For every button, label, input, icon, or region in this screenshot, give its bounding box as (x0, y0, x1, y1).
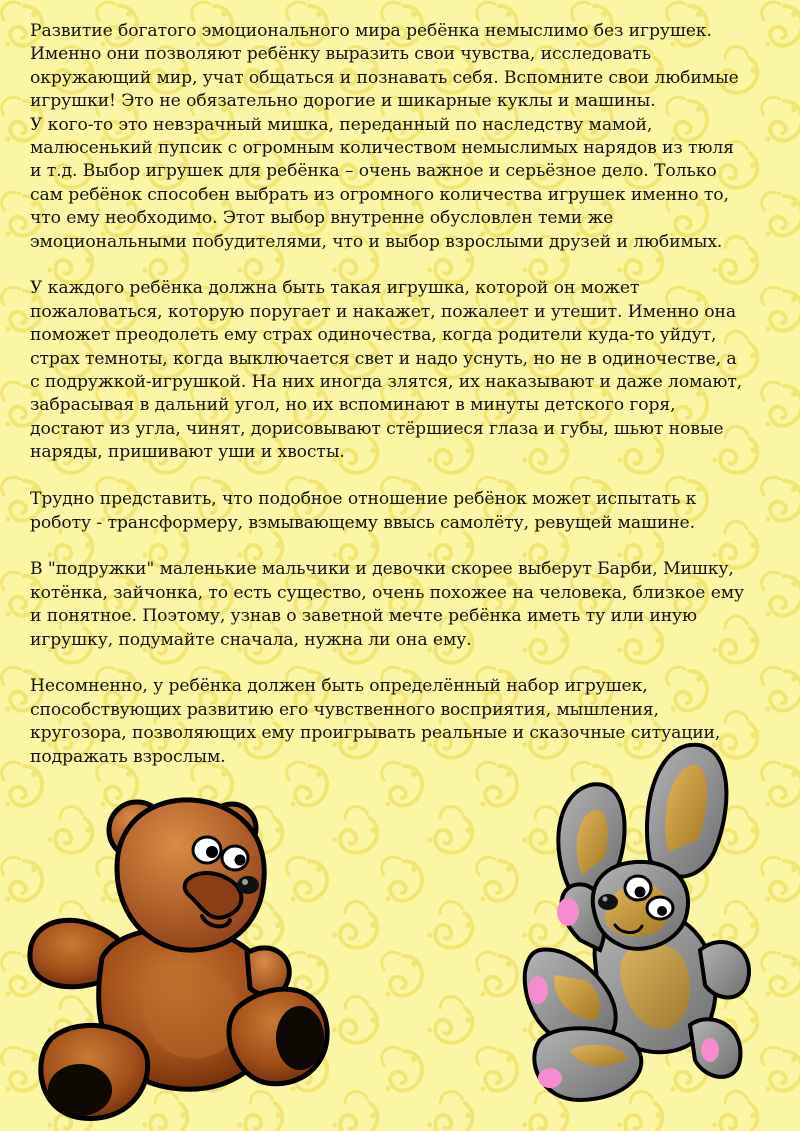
text-line: игрушку, подумайте сначала, нужна ли она ему. (30, 629, 472, 650)
text-line: и понятное. Поэтому, узнав о заветной мечте ребёнка иметь ту или иную (30, 606, 697, 627)
bear-head (109, 800, 264, 950)
text-line: достают из угла, чинят, дорисовывают стёршиеся глаза и губы, шьют новые (30, 418, 724, 439)
paragraph-1 (30, 20, 790, 254)
text-line: способствующих развитию его чувственного восприятия, мышления, (30, 699, 659, 720)
text-line: что ему необходимо. Этот выбор внутренне обусловлен теми же (30, 208, 614, 229)
text-line: У кого-то это невзрачный мишка, переданный по наследству мамой, (30, 114, 653, 135)
bunny-ear-front (647, 745, 726, 877)
text-line: У каждого ребёнка должна быть такая игрушка, которой он может (30, 278, 640, 299)
text-line: Несомненно, у ребёнка должен быть определённый набор игрушек, (30, 676, 648, 697)
bear-right-leg (229, 989, 327, 1084)
text-line: наряды, пришивают уши и хвосты. (30, 442, 345, 463)
text-line: поможет преодолеть ему страх одиночества, когда родители куда-то уйдут, (30, 325, 717, 346)
text-line: роботу - трансформеру, взмывающему ввысь самолёту, ревущей машине. (30, 512, 695, 533)
bunny-illustration (510, 740, 760, 1110)
text-line: Трудно представить, что подобное отношение ребёнок может испытать к (30, 489, 697, 510)
article-body (30, 20, 790, 792)
text-line: малюсенький пупсик с огромным количеством немыслимых нарядов из тюля (30, 138, 734, 159)
paragraph-2 (30, 277, 790, 464)
text-line: забрасывая в дальний угол, но их вспоминают в минуты детского горя, (30, 395, 676, 416)
text-line: страх темноты, когда выключается свет и надо уснуть, но не в одиночестве, а (30, 348, 737, 369)
text-line: с подружкой-игрушкой. На них иногда злятся, их наказывают и даже ломают, (30, 372, 743, 393)
bunny-head (593, 862, 688, 949)
text-line: подражать взрослым. (30, 746, 226, 767)
text-line: Развитие богатого эмоционального мира ребёнка немыслимо без игрушек. (30, 21, 712, 41)
text-line: кругозора, позволяющих ему проигрывать реальные и сказочные ситуации, (30, 723, 721, 744)
text-line: В "подружки" маленькие мальчики и девочки скорее выберут Барби, Мишку, (30, 559, 734, 580)
paragraph-4 (30, 558, 790, 652)
text-line: эмоциональными побудителями, что и выбор взрослыми друзей и любимых. (30, 231, 723, 252)
text-line: игрушки! Это не обязательно дорогие и шикарные куклы и машины. (30, 91, 656, 112)
teddy-bear-illustration (22, 788, 342, 1123)
text-line: окружающий мир, учат общаться и познавать себя. Вспомните свои любимые (30, 67, 739, 88)
text-line: пожаловаться, которую поругает и накажет, пожалеет и утешит. Именно она (30, 301, 737, 322)
text-line: Именно они позволяют ребёнку выразить свои чувства, исследовать (30, 44, 652, 65)
text-line: сам ребёнок способен выбрать из огромного количества игрушек именно то, (30, 184, 729, 205)
bunny-right-arm (700, 942, 749, 998)
bear-left-leg (41, 1025, 148, 1118)
text-line: и т.д. Выбор игрушек для ребёнка – очень важное и серьёзное дело. Только (30, 161, 717, 182)
paragraph-3 (30, 488, 790, 535)
text-line: котёнка, зайчонка, то есть существо, очень похожее на человека, близкое ему (30, 582, 745, 603)
